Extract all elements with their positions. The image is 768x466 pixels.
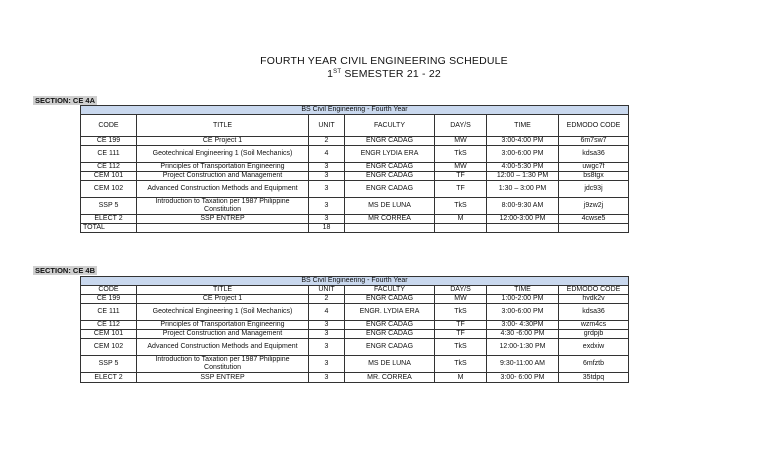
- cell-unit: 3: [309, 330, 345, 339]
- header-row: [81, 115, 629, 137]
- cell-faculty: ENGR CADAG: [345, 339, 435, 356]
- cell-edmodo: 6mfztb: [559, 356, 629, 373]
- cell-title: Geotechnical Engineering 1 (Soil Mechanics): [137, 146, 309, 163]
- column-header: CODE: [81, 286, 137, 295]
- table-row: [81, 321, 629, 330]
- cell-time: 3:00- 6:00 PM: [487, 373, 559, 383]
- cell-faculty: MR. CORREA: [345, 373, 435, 383]
- cell-unit: 3: [309, 373, 345, 383]
- cell-time: 12:00-3:00 PM: [487, 215, 559, 224]
- cell-code: CE 112: [81, 163, 137, 172]
- total-row: [81, 224, 629, 233]
- cell-time: 3:00-6:00 PM: [487, 304, 559, 321]
- cell-unit: 2: [309, 295, 345, 304]
- cell-title: Advanced Construction Methods and Equipment: [137, 181, 309, 198]
- cell-unit: 3: [309, 172, 345, 181]
- cell-code: CEM 102: [81, 181, 137, 198]
- cell-unit: 3: [309, 198, 345, 215]
- cell-unit: 3: [309, 163, 345, 172]
- cell-faculty: MS DE LUNA: [345, 356, 435, 373]
- cell-edmodo: 6m7sw7: [559, 137, 629, 146]
- cell-code: CE 111: [81, 304, 137, 321]
- cell-unit: 4: [309, 146, 345, 163]
- cell-days: MW: [435, 137, 487, 146]
- cell-edmodo: j9zw2j: [559, 198, 629, 215]
- cell-days: TkS: [435, 146, 487, 163]
- table-banner: [81, 106, 629, 115]
- column-header: DAY/S: [435, 115, 487, 137]
- cell-code: CEM 102: [81, 339, 137, 356]
- table-banner: [81, 277, 629, 286]
- cell-total-units: 18: [309, 224, 345, 233]
- cell-edmodo: wzm4cs: [559, 321, 629, 330]
- cell-time: 9:30-11:00 AM: [487, 356, 559, 373]
- cell-faculty: ENGR CADAG: [345, 137, 435, 146]
- cell-faculty: ENGR. LYDIA ERA: [345, 304, 435, 321]
- table-row: [81, 295, 629, 304]
- table-row: [81, 181, 629, 198]
- cell-faculty: ENGR CADAG: [345, 295, 435, 304]
- cell-unit: 3: [309, 356, 345, 373]
- cell-unit: 3: [309, 339, 345, 356]
- semester-number: 1: [327, 68, 334, 80]
- header-row: [81, 286, 629, 295]
- section-label-ce4b: SECTION: CE 4B: [35, 266, 96, 275]
- program-banner: BS Civil Engineering - Fourth Year: [81, 106, 629, 115]
- column-header: TIME: [487, 115, 559, 137]
- table-row: [81, 146, 629, 163]
- cell-title: Principles of Transportation Engineering: [137, 321, 309, 330]
- cell-unit: 4: [309, 304, 345, 321]
- cell-edmodo: kdsa36: [559, 304, 629, 321]
- cell-days: MW: [435, 295, 487, 304]
- cell-unit: 3: [309, 181, 345, 198]
- cell-days: [435, 224, 487, 233]
- cell-time: 12:00 – 1:30 PM: [487, 172, 559, 181]
- cell-edmodo: uwgc7f: [559, 163, 629, 172]
- cell-faculty: ENGR LYDIA ERA: [345, 146, 435, 163]
- table-row: [81, 198, 629, 215]
- cell-faculty: [345, 224, 435, 233]
- cell-total-label: TOTAL: [81, 224, 137, 233]
- cell-code: CE 112: [81, 321, 137, 330]
- cell-days: TF: [435, 181, 487, 198]
- schedule-table-ce4a: [80, 105, 629, 233]
- cell-unit: 2: [309, 137, 345, 146]
- cell-code: CE 199: [81, 137, 137, 146]
- cell-title: Geotechnical Engineering 1 (Soil Mechanics): [137, 304, 309, 321]
- cell-faculty: MS DE LUNA: [345, 198, 435, 215]
- cell-edmodo: hvdk2v: [559, 295, 629, 304]
- cell-code: CE 199: [81, 295, 137, 304]
- semester-text: SEMESTER 21 - 22: [341, 68, 441, 80]
- column-header: CODE: [81, 115, 137, 137]
- cell-title: Project Construction and Management: [137, 330, 309, 339]
- cell-title: Advanced Construction Methods and Equipment: [137, 339, 309, 356]
- cell-code: CEM 101: [81, 172, 137, 181]
- column-header: TITLE: [137, 286, 309, 295]
- table-row: [81, 172, 629, 181]
- cell-unit: 3: [309, 215, 345, 224]
- cell-time: 3:00-6:00 PM: [487, 146, 559, 163]
- cell-days: TkS: [435, 339, 487, 356]
- cell-faculty: ENGR CADAG: [345, 172, 435, 181]
- cell-title: CE Project 1: [137, 295, 309, 304]
- table-row: [81, 330, 629, 339]
- schedule-table-ce4b: [80, 276, 629, 383]
- column-header: UNIT: [309, 286, 345, 295]
- cell-days: TF: [435, 321, 487, 330]
- table-row: [81, 215, 629, 224]
- cell-code: CE 111: [81, 146, 137, 163]
- cell-time: 3:00- 4:30PM: [487, 321, 559, 330]
- column-header: UNIT: [309, 115, 345, 137]
- cell-code: CEM 101: [81, 330, 137, 339]
- cell-unit: 3: [309, 321, 345, 330]
- semester-ordinal: ST: [333, 69, 342, 75]
- table-row: [81, 137, 629, 146]
- cell-time: 1:30 – 3:00 PM: [487, 181, 559, 198]
- cell-days: M: [435, 373, 487, 383]
- cell-title: Introduction to Taxation per 1987 Philippine Constitution: [137, 356, 309, 373]
- cell-time: 1:00-2:00 PM: [487, 295, 559, 304]
- cell-edmodo: exdxiw: [559, 339, 629, 356]
- column-header: EDMODO CODE: [559, 286, 629, 295]
- column-header: FACULTY: [345, 286, 435, 295]
- table-row: [81, 356, 629, 373]
- cell-title: CE Project 1: [137, 137, 309, 146]
- cell-days: MW: [435, 163, 487, 172]
- cell-time: 4:00-5:30 PM: [487, 163, 559, 172]
- cell-time: [487, 224, 559, 233]
- cell-faculty: ENGR CADAG: [345, 181, 435, 198]
- cell-time: 4:30 -6:00 PM: [487, 330, 559, 339]
- cell-time: 12:00-1:30 PM: [487, 339, 559, 356]
- cell-edmodo: jdc93j: [559, 181, 629, 198]
- cell-time: 3:00-4:00 PM: [487, 137, 559, 146]
- cell-days: TkS: [435, 356, 487, 373]
- table-row: [81, 304, 629, 321]
- cell-faculty: ENGR CADAG: [345, 330, 435, 339]
- table-row: [81, 339, 629, 356]
- page-title: FOURTH YEAR CIVIL ENGINEERING SCHEDULE: [260, 55, 508, 67]
- column-header: TIME: [487, 286, 559, 295]
- column-header: EDMODO CODE: [559, 115, 629, 137]
- cell-edmodo: [559, 224, 629, 233]
- cell-code: SSP 5: [81, 356, 137, 373]
- cell-title: [137, 224, 309, 233]
- cell-faculty: ENGR CADAG: [345, 321, 435, 330]
- cell-days: TF: [435, 330, 487, 339]
- cell-days: M: [435, 215, 487, 224]
- cell-title: Project Construction and Management: [137, 172, 309, 181]
- cell-code: SSP 5: [81, 198, 137, 215]
- cell-days: TkS: [435, 304, 487, 321]
- cell-edmodo: bs8tgx: [559, 172, 629, 181]
- column-header: TITLE: [137, 115, 309, 137]
- cell-edmodo: kdsa36: [559, 146, 629, 163]
- cell-edmodo: 35tdpq: [559, 373, 629, 383]
- cell-title: Introduction to Taxation per 1987 Philippine Constitution: [137, 198, 309, 215]
- cell-title: SSP ENTREP: [137, 373, 309, 383]
- semester-line: [0, 68, 768, 80]
- table-row: [81, 163, 629, 172]
- cell-code: ELECT 2: [81, 215, 137, 224]
- column-header: FACULTY: [345, 115, 435, 137]
- cell-title: SSP ENTREP: [137, 215, 309, 224]
- cell-faculty: MR CORREA: [345, 215, 435, 224]
- section-label-ce4a: SECTION: CE 4A: [35, 96, 96, 105]
- cell-edmodo: grdpjb: [559, 330, 629, 339]
- cell-faculty: ENGR CADAG: [345, 163, 435, 172]
- table-row: [81, 373, 629, 383]
- column-header: DAY/S: [435, 286, 487, 295]
- cell-days: TkS: [435, 198, 487, 215]
- cell-days: TF: [435, 172, 487, 181]
- cell-code: ELECT 2: [81, 373, 137, 383]
- cell-title: Principles of Transportation Engineering: [137, 163, 309, 172]
- program-banner: BS Civil Engineering - Fourth Year: [81, 277, 629, 286]
- cell-time: 8:00-9:30 AM: [487, 198, 559, 215]
- cell-edmodo: 4cwse5: [559, 215, 629, 224]
